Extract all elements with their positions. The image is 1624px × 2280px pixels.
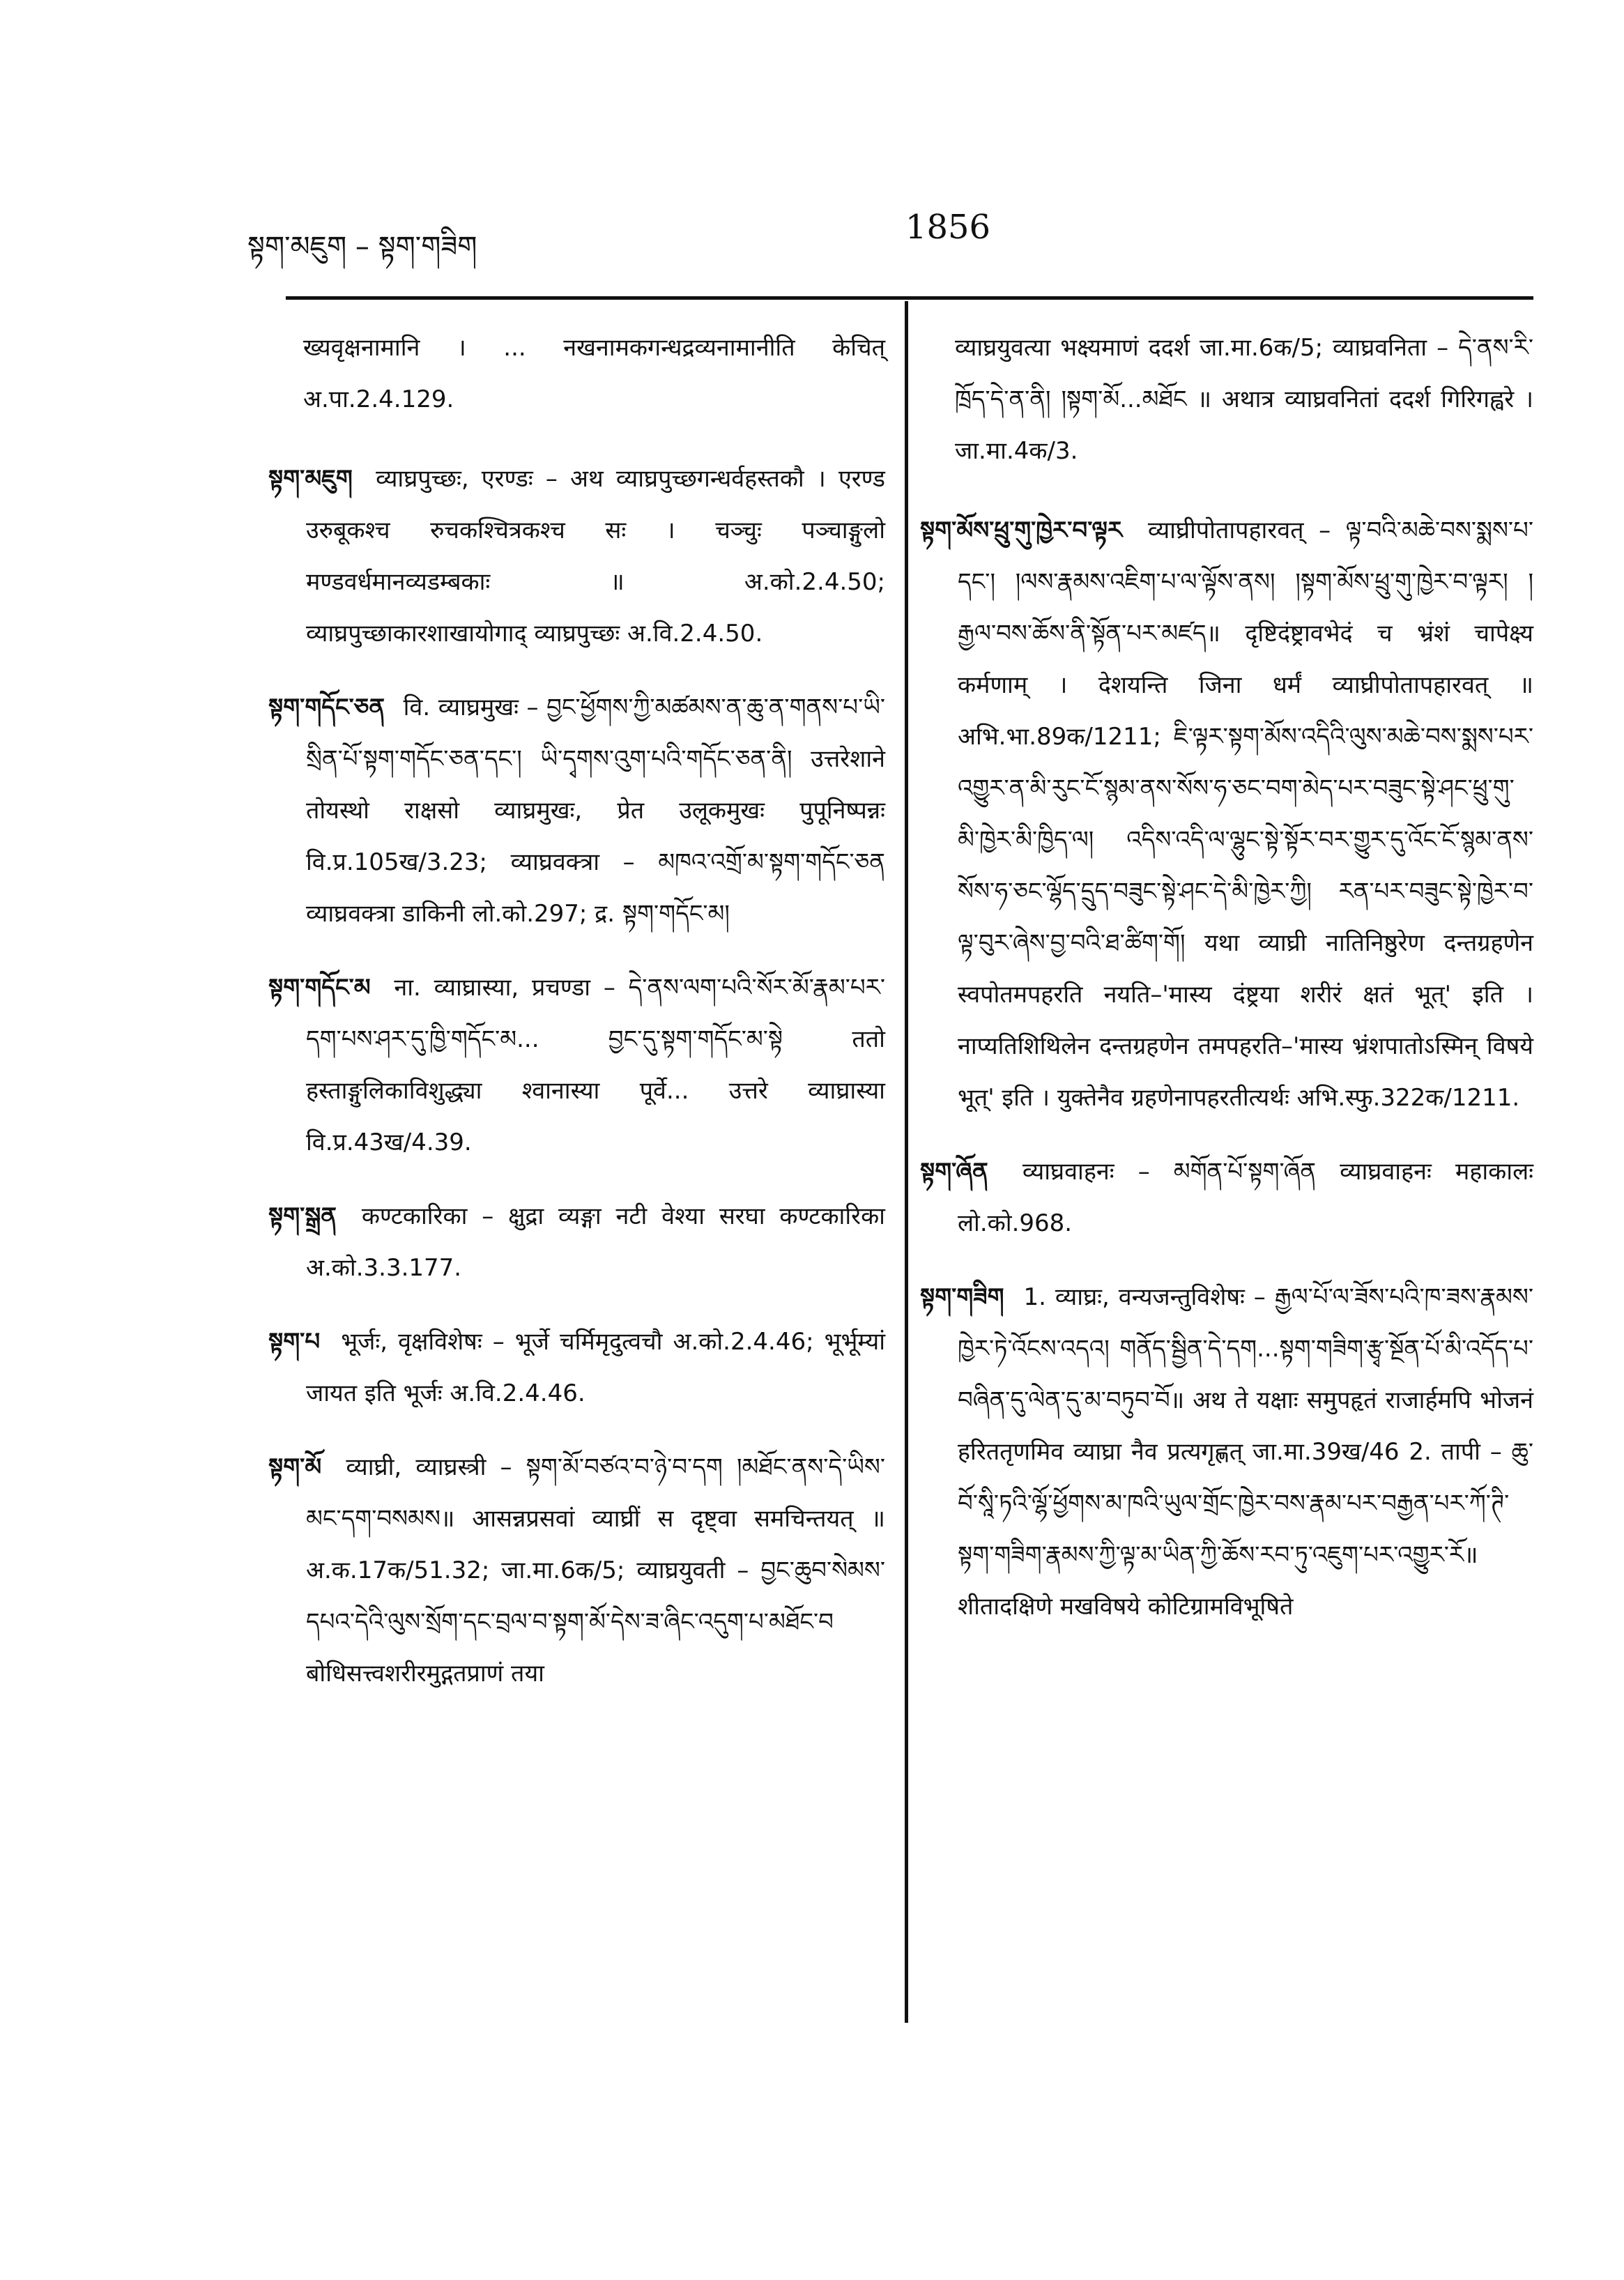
continuation-text: व्याघ्रयुवत्या भक्ष्यमाणं ददर्श जा.मा.6क/5; व्याघ्रवनिता – དེ་ནས་རི་ཁྲོད་དེ་ན་ནི། །སྟག་མོ...མཐོང ॥ अथात्र व्याघ्रवनितां ददर्श गिरिगह्वरे । जा.मा.4क/3. — [955, 334, 1533, 465]
headword: སྟག་གཟིག — [920, 1283, 1004, 1311]
headword: སྟག་གདོང་ཅན — [268, 694, 385, 721]
guide-words: སྟག་མཇུག – སྟག་གཟིག — [247, 231, 477, 263]
entry-body: व्याघ्रीपोतापहारवत् – ལྟ་བའི་མཆེ་བས་སྨས་པ་དང་། །ལས་རྣམས་འཇིག་པ་ལ་ལྟོས་ནས། །སྟག་མོས་ཕྲུ་གུ་ཁྱེར་བ་ལྟར། །རྒྱལ་བས་ཆོས་ནི་སྟོན་པར་མཛད॥ दृष्टिदंष्ट्रावभेदं च भ्रंशं चापेक्ष्य कर्मणाम् । देशयन्ति जिना धर्मं व्याघ्रीपोतापहारवत् ॥ अभि.भा.89क/1211; ཇི་ལྟར་སྟག་མོས་འདིའི་ལུས་མཆེ་བས་སྨས་པར་འགྱུར་ན་མི་རུང་ངོ་སྙམ་ནས་སོས་ཧ་ཅང་བག་མེད་པར་བཟུང་སྟེ་ཤང་ཕྲུ་གུ་མི་ཁྱེར་མི་ཁྱིད་ལ། འདིས་འདི་ལ་ལྷུང་སྟེ་སྟོར་བར་གྱུར་དུ་འོང་ངོ་སྙམ་ནས་སོས་ཧ་ཅང་ལྷོད་དྲུད་བཟུང་སྟེ་ཤང་དེ་མི་ཁྱེར་ཀྱི། རན་པར་བཟུང་སྟེ་ཁྱེར་བ་ལྟ་བུར་ཞེས་བྱ་བའི་ཐ་ཚིག་གོ། यथा व्याघ्री नातिनिष्ठुरेण दन्तग्रहणेन स्वपोतमपहरति नयति–'मास्य दंष्ट्रया शरीरं क्षतं भूत्' इति । नाप्यतिशिथिलेन दन्तग्रहणेन तमपहरति–'मास्य भ्रंशपातोऽस्मिन् विषये भूत्' इति । युक्तेनैव ग्रहणेनापहरतीत्यर्थः अभि.स्फु.322क/1211. — [958, 517, 1533, 1112]
entry-body: कण्टकारिका – क्षुद्रा व्यङ्गा नटी वेश्या सरघा कण्टकारिका अ.को.3.3.177. — [306, 1202, 885, 1282]
page-number: 1856 — [905, 208, 991, 247]
entry-body: व्याघ्रवाहनः – མགོན་པོ་སྟག་ཞོན व्याघ्रवाहनः महाकालः लो.को.968. — [958, 1158, 1533, 1237]
headword: སྟག་མོས་ཕྲུ་གུ་ཁྱེར་བ་ལྟར — [920, 517, 1123, 544]
entry-body: व्याघ्रपुच्छः, एरण्डः – अथ व्याघ्रपुच्छगन्धर्वहस्तकौ । एरण्ड उरुबूकश्च रुचकश्चित्रकश्च सः । चञ्चुः पञ्चाङ्गुलो मण्डवर्धमानव्यडम्बकाः ॥ अ.को.2.4.50; व्याघ्रपुच्छाकारशाखायोगाद् व्याघ्रपुच्छः अ.वि.2.4.50. — [306, 465, 885, 648]
dictionary-entry — [920, 1271, 1533, 1632]
headword: སྟག་གདོང་མ — [268, 974, 371, 1002]
dictionary-entry — [920, 505, 1533, 1124]
dictionary-entry — [268, 1191, 885, 1294]
column-divider — [905, 301, 908, 2023]
left-column — [268, 322, 885, 1722]
entry-body: भूर्जः, वृक्षविशेषः – भूर्जे चर्मिमृदुत्वचौ अ.को.2.4.46; भूर्भूम्यां जायत इति भूर्जः अ.वि.2.4.46. — [306, 1328, 886, 1407]
headword: སྟག་པ — [268, 1328, 321, 1356]
header-rule — [286, 296, 1533, 300]
entry-body: ना. व्याघ्रास्या, प्रचण्डा – དེ་ནས་ལག་པའི་སོར་མོ་རྣམ་པར་དག་པས་ཤར་དུ་ཁྱི་གདོང་མ... བྱང་དུ་སྟག་གདོང་མ་སྟེ ततो हस्ताङ्गुलिकाविशुद्ध्या श्वानास्या पूर्वे... उत्तरे व्याघ्रास्या वि.प्र.43ख/4.39. — [306, 974, 885, 1156]
dictionary-entry — [268, 1441, 885, 1699]
page-header — [247, 202, 1530, 263]
dictionary-entry — [268, 682, 885, 940]
dictionary-entry — [268, 1316, 885, 1419]
headword: སྟག་སྒྲན — [268, 1202, 337, 1230]
entry-body: व्याघ्री, व्याघ्रस्त्री – སྟག་མོ་བཙའ་བ་ཉེ་བ་དག །མཐོང་ནས་དེ་ཡིས་མང་དག་བསམས॥ आसन्नप्रसवां व्याघ्रीं स दृष्ट्वा समचिन्तयत् ॥ अ.क.17क/51.32; जा.मा.6क/5; व्याघ्रयुवती – བྱང་ཆུབ་སེམས་དཔའ་དེའི་ལུས་སྲོག་དང་བྲལ་བ་སྟག་མོ་དེས་ཟ་ཞིང་འདུག་པ་མཐོང་བ बोधिसत्त्वशरीरमुद्गतप्राणं तया — [306, 1453, 885, 1688]
entry-body: 1. व्याघ्रः, वन्यजन्तुविशेषः – རྒྱལ་པོ་ལ་ཟོས་པའི་ཁ་ཟས་རྣམས་ཁྱེར་ཏེ་འོངས་འདའ། གནོད་སྦྱིན་དེ་དག...སྟག་གཟིག་རྩྭ་སྔོན་པོ་མི་འདོད་པ་བཞིན་དུ་ལེན་དུ་མ་བཏུབ་བོ॥ अथ ते यक्षाः समुपहृतं राजार्हमपि भोजनं हरिततृणमिव व्याघ्रा नैव प्रत्यगृह्णत् जा.मा.39ख/46 2. तापी – ཆུ་བོ་སཱི་ཏའི་ལྷོ་ཕྱོགས་མ་ཁའི་ཡུལ་གྲོང་ཁྱེར་བས་རྣམ་པར་བརྒྱན་པར་ཀོ་ཊི་སྟག་གཟིག་རྣམས་ཀྱི་ལྟ་མ་ཡིན་ཀྱི་ཆོས་རབ་ཏུ་འཇུག་པར་འགྱུར་རོ॥ शीतादक्षिणे मखविषये कोटिग्रामविभूषिते — [958, 1283, 1533, 1621]
headword: སྟག་ཞོན — [920, 1158, 988, 1186]
dictionary-entry — [920, 1146, 1533, 1249]
headword: སྟག་མོ — [268, 1453, 322, 1481]
dictionary-entry — [268, 453, 885, 659]
headword: སྟག་མཇུག — [268, 465, 353, 493]
entry-body: वि. व्याघ्रमुखः – བྱང་ཕྱོགས་ཀྱི་མཚམས་ན་ཆུ་ན་གནས་པ་ཡི་སྲིན་པོ་སྟག་གདོང་ཅན་དང་། ཡི་དྭགས་འུག་པའི་གདོང་ཅན་ནི། उत्तरेशाने तोयस्थो राक्षसो व्याघ्रमुखः, प्रेत उलूकमुखः पुपूनिष्पन्नः वि.प्र.105ख/3.23; व्याघ्रवक्त्रा – མཁའ་འགྲོ་མ་སྟག་གདོང་ཅན व्याघ्रवक्त्रा डाकिनी लो.को.297; द्र. སྟག་གདོང་མ། — [306, 694, 886, 928]
dictionary-entry — [268, 962, 885, 1168]
continuation-text: ख्यवृक्षनामानि । ... नखनामकगन्धद्रव्यनामानीति केचित् अ.पा.2.4.129. — [303, 334, 885, 413]
right-column — [920, 322, 1533, 1655]
